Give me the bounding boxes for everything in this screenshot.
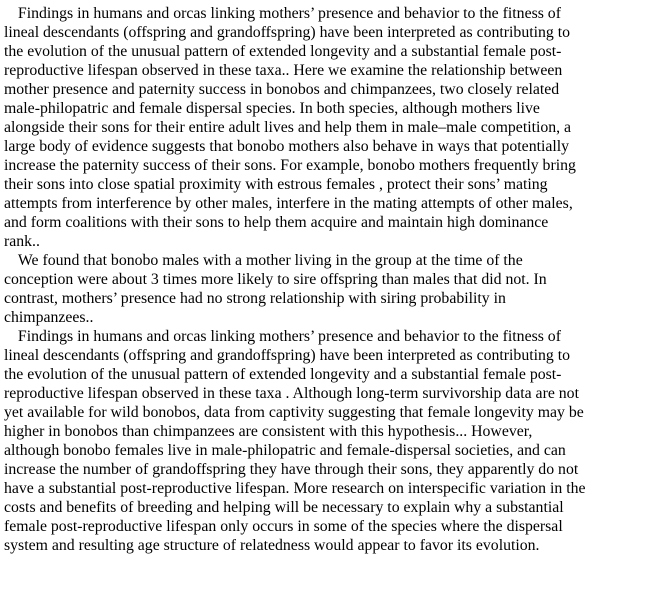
text-line: alongside their sons for their entire adult lives and help them in male–male competition, a bbox=[4, 119, 572, 136]
text-line: yet available for wild bonobos, data from captivity suggesting that female longevity may be bbox=[4, 404, 584, 421]
text-line: Findings in humans and orcas linking mothers’ presence and behavior to the fitness of bbox=[17, 5, 561, 22]
paragraph-1 bbox=[4, 4, 654, 251]
text-line: large body of evidence suggests that bonobo mothers also behave in ways that potentially bbox=[4, 138, 570, 155]
paragraph-2 bbox=[4, 251, 654, 327]
text-line: chimpanzees.. bbox=[4, 309, 94, 326]
text-line: male-philopatric and female dispersal species. In both species, although mothers live bbox=[4, 100, 540, 117]
text-line: Findings in humans and orcas linking mothers’ presence and behavior to the fitness of bbox=[17, 328, 561, 345]
text-line: have a substantial post-reproductive lifespan. More research on interspecific variation in the bbox=[4, 480, 586, 497]
text-line: conception were about 3 times more likely to sire offspring than males that did not. In bbox=[4, 271, 547, 288]
text-line: although bonobo females live in male-philopatric and female-dispersal societies, and can bbox=[4, 442, 566, 459]
text-line: reproductive lifespan observed in these taxa . Although long-term survivorship data are not bbox=[4, 385, 579, 402]
text-line: costs and benefits of breeding and helping will be necessary to explain why a substantial bbox=[4, 499, 564, 516]
text-line: increase the paternity success of their sons. For example, bonobo mothers frequently bring bbox=[4, 157, 576, 174]
text-line: lineal descendants (offspring and grandoffspring) have been interpreted as contributing to bbox=[4, 24, 571, 41]
text-line: higher in bonobos than chimpanzees are consistent with this hypothesis... However, bbox=[4, 423, 533, 440]
text-line: reproductive lifespan observed in these taxa.. Here we examine the relationship between bbox=[4, 62, 563, 79]
text-line: their sons into close spatial proximity with estrous females , protect their sons’ mating bbox=[4, 176, 548, 193]
text-line: the evolution of the unusual pattern of extended longevity and a substantial female post- bbox=[4, 43, 562, 60]
text-line: system and resulting age structure of relatedness would appear to favor its evolution. bbox=[4, 537, 540, 554]
text-line: attempts from interference by other males, interfere in the mating attempts of other males, bbox=[4, 195, 573, 212]
text-line: rank.. bbox=[4, 233, 40, 250]
text-line: lineal descendants (offspring and grandoffspring) have been interpreted as contributing to bbox=[4, 347, 571, 364]
text-line: the evolution of the unusual pattern of extended longevity and a substantial female post- bbox=[4, 366, 562, 383]
text-line: increase the number of grandoffspring they have through their sons, they apparently do not bbox=[4, 461, 579, 478]
text-line: mother presence and paternity success in bonobos and chimpanzees, two closely related bbox=[4, 81, 560, 98]
paragraph-3 bbox=[4, 327, 654, 555]
text-line: and form coalitions with their sons to help them acquire and maintain high dominance bbox=[4, 214, 549, 231]
text-line: We found that bonobo males with a mother living in the group at the time of the bbox=[17, 252, 523, 269]
text-line: contrast, mothers’ presence had no strong relationship with siring probability in bbox=[4, 290, 506, 307]
text-line: female post-reproductive lifespan only occurs in some of the species where the dispersal bbox=[4, 518, 563, 535]
document-body bbox=[4, 4, 654, 555]
